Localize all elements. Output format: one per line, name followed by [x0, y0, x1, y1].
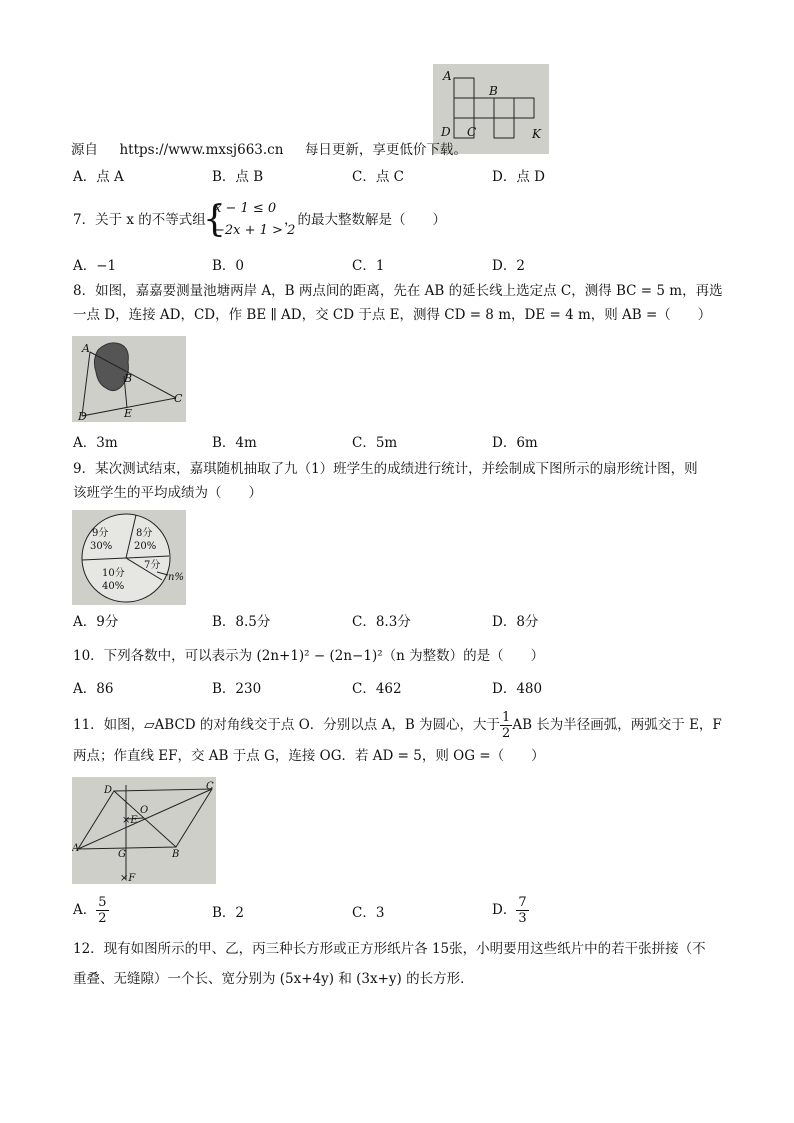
q11-frac-den: 2 — [502, 726, 511, 741]
q8-line1: 8．如图，嘉嘉要测量池塘两岸 A，B 两点间的距离，先在 AB 的延长线上选定点 C，测得 BC = 5 m，再选 — [73, 283, 723, 299]
q11-line1-suffix: AB 长为半径画弧，两弧交于 E，F — [512, 717, 722, 733]
q7-option-b[interactable]: B．0 — [212, 258, 245, 274]
q6-label-c: C — [467, 125, 477, 139]
q6-option-c[interactable]: C．点 C — [352, 169, 404, 185]
q6-option-a[interactable]: A．点 A — [73, 169, 124, 185]
q8-figure — [72, 336, 186, 422]
q11-option-b[interactable] — [212, 904, 244, 922]
q11-option-a-fraction — [96, 895, 108, 926]
source-url[interactable]: https://www.mxsj663.cn — [119, 142, 284, 158]
q6-option-b[interactable]: B．点 B — [212, 169, 264, 185]
q11-option-a-prefix: A． — [73, 902, 97, 918]
q11-option-d-fraction — [516, 895, 528, 926]
q7-stem-prefix: 7．关于 x 的不等式组 — [73, 212, 206, 228]
q9-option-c[interactable]: C．8.3分 — [352, 614, 411, 630]
q11-label-c: C — [206, 781, 214, 792]
q10-stem: 10．下列各数中，可以表示为 (2n+1)² − (2n−1)²（n 为整数）的是（ ） — [73, 648, 545, 664]
q6-option-d[interactable]: D．点 D — [492, 169, 545, 185]
q8-label-b: B — [124, 372, 133, 385]
q11-option-b-prefix: B． — [212, 905, 236, 921]
q7-stem-suffix: ，的最大整数解是（ ） — [284, 212, 446, 228]
q8-label-c: C — [174, 392, 183, 405]
q9-label-8fen: 8分 — [136, 528, 153, 539]
pond-diagram — [72, 336, 186, 422]
q11-option-d[interactable] — [492, 895, 529, 926]
q11-line1 — [73, 710, 722, 741]
q11-half-fraction — [500, 710, 512, 741]
q9-label-20pct: 20% — [134, 541, 157, 552]
q7-option-a[interactable]: A．−1 — [73, 258, 117, 274]
q9-option-d[interactable]: D．8分 — [492, 614, 539, 630]
q8-option-d[interactable]: D．6m — [492, 435, 538, 451]
q9-label-npct: n% — [168, 572, 184, 583]
q11-label-o: O — [140, 805, 149, 816]
q8-option-b[interactable]: B．4m — [212, 435, 257, 451]
q11-line2: 两点；作直线 EF，交 AB 于点 G，连接 OG．若 AD = 5，则 OG =（ ） — [73, 748, 545, 764]
q8-option-a[interactable]: A．3m — [73, 435, 118, 451]
q6-label-k: K — [532, 127, 541, 141]
q8-label-a: A — [82, 342, 90, 355]
q11-option-c-prefix: C． — [352, 905, 376, 921]
q11-label-e: ×E — [122, 815, 138, 826]
q9-option-b[interactable]: B．8.5分 — [212, 614, 271, 630]
q10-option-b[interactable]: B．230 — [212, 681, 262, 697]
q9-figure — [72, 510, 186, 605]
q7-option-c[interactable]: C．1 — [352, 258, 385, 274]
parallelogram-diagram — [72, 777, 216, 884]
q8-label-d: D — [78, 410, 87, 422]
q11-option-d-den: 3 — [518, 911, 527, 926]
source-prefix: 源自 — [71, 142, 98, 158]
q11-option-c-value: 3 — [375, 905, 385, 921]
q11-label-a: A — [72, 843, 80, 854]
q12-line1: 12．现有如图所示的甲、乙，丙三种长方形或正方形纸片各 15张，小明要用这些纸片中的若干张拼接（不 — [73, 941, 706, 957]
q11-label-b: B — [172, 849, 180, 860]
pie-chart-diagram — [72, 510, 186, 605]
q11-option-a-den: 2 — [98, 911, 107, 926]
q9-line1: 9．某次测试结束，嘉琪随机抽取了九（1）班学生的成绩进行统计，并绘制成下图所示的扇形统计图，则 — [73, 461, 698, 477]
q7-option-d[interactable]: D．2 — [492, 258, 525, 274]
q7-inequality-2: −2x + 1 > 2 — [214, 223, 296, 238]
q9-label-40pct: 40% — [102, 581, 125, 592]
q9-label-10fen: 10分 — [102, 568, 125, 579]
q11-option-b-value: 2 — [235, 905, 245, 921]
q10-option-c[interactable]: C．462 — [352, 681, 402, 697]
source-line — [71, 141, 467, 159]
q11-option-c[interactable] — [352, 904, 384, 922]
source-suffix: 每日更新，享更低价下载。 — [304, 142, 467, 158]
q7-brace: { — [203, 199, 226, 240]
q11-option-a[interactable] — [73, 895, 109, 926]
q8-option-c[interactable]: C．5m — [352, 435, 398, 451]
q6-label-a: A — [443, 69, 452, 83]
q11-option-a-num: 5 — [98, 895, 107, 910]
q11-option-d-num: 7 — [518, 895, 527, 910]
q10-option-a[interactable]: A．86 — [73, 681, 114, 697]
q11-figure — [72, 777, 216, 884]
q9-label-9fen: 9分 — [92, 528, 109, 539]
q11-label-d: D — [104, 785, 113, 796]
q12-line2: 重叠、无缝隙）一个长、宽分别为 (5x+4y) 和 (3x+y) 的长方形． — [73, 971, 474, 987]
q11-frac-num: 1 — [502, 710, 511, 725]
q11-label-f: ×F — [120, 873, 136, 884]
q9-line2: 该班学生的平均成绩为（ ） — [73, 485, 262, 501]
q11-label-g: G — [118, 849, 126, 860]
q6-label-b: B — [489, 84, 498, 98]
q11-line1-prefix: 11．如图，▱ABCD 的对角线交于点 O．分别以点 A，B 为圆心，大于 — [73, 717, 501, 733]
q10-option-d[interactable]: D．480 — [492, 681, 543, 697]
q9-option-a[interactable]: A．9分 — [73, 614, 119, 630]
q7-inequality-1: x − 1 ≤ 0 — [214, 201, 277, 216]
q6-label-d: D — [441, 125, 451, 139]
q8-line2: 一点 D，连接 AD，CD，作 BE ∥ AD，交 CD 于点 E，测得 CD = 8 m，DE = 4 m，则 AB =（ ） — [73, 307, 712, 323]
q11-option-d-prefix: D． — [492, 902, 517, 918]
q9-label-30pct: 30% — [90, 541, 113, 552]
q8-label-e: E — [124, 407, 133, 420]
q9-label-7fen: 7分 — [144, 560, 161, 571]
